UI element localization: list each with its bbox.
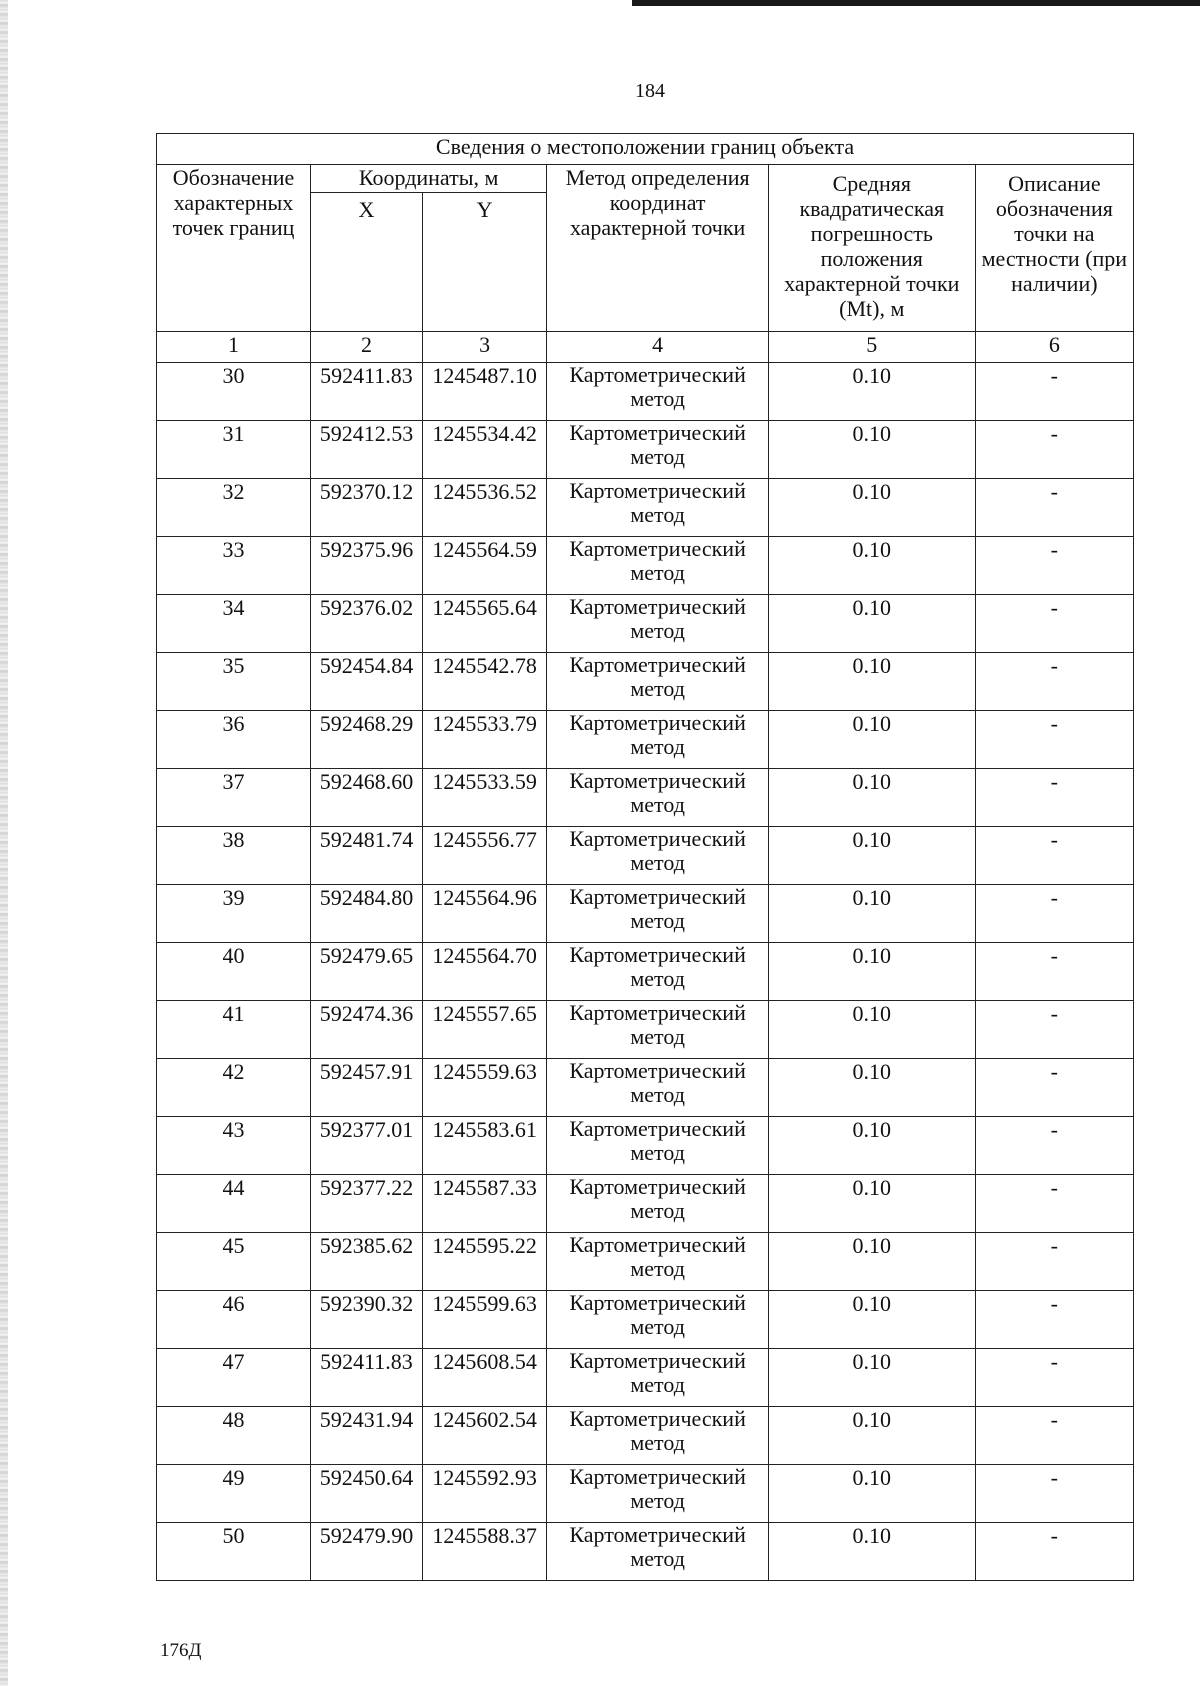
column-number: 5 — [768, 332, 975, 363]
cell-accuracy: 0.10 — [768, 1523, 975, 1581]
cell-point: 46 — [157, 1291, 311, 1349]
cell-y: 1245564.59 — [422, 537, 546, 595]
cell-description: - — [975, 885, 1133, 943]
cell-y: 1245595.22 — [422, 1233, 546, 1291]
cell-accuracy: 0.10 — [768, 537, 975, 595]
cell-method: Картометрический метод — [547, 421, 769, 479]
table-row — [157, 363, 1134, 421]
header-description: Описание обозначения точки на местности (при наличии) — [975, 165, 1133, 332]
cell-accuracy: 0.10 — [768, 1059, 975, 1117]
cell-method: Картометрический метод — [547, 653, 769, 711]
cell-x: 592450.64 — [311, 1465, 423, 1523]
cell-point: 42 — [157, 1059, 311, 1117]
column-number: 2 — [311, 332, 423, 363]
table-row — [157, 885, 1134, 943]
table-row — [157, 653, 1134, 711]
cell-y: 1245599.63 — [422, 1291, 546, 1349]
cell-accuracy: 0.10 — [768, 595, 975, 653]
cell-method: Картометрический метод — [547, 1117, 769, 1175]
cell-y: 1245588.37 — [422, 1523, 546, 1581]
cell-x: 592377.01 — [311, 1117, 423, 1175]
cell-accuracy: 0.10 — [768, 1175, 975, 1233]
cell-description: - — [975, 1233, 1133, 1291]
cell-x: 592481.74 — [311, 827, 423, 885]
column-number-row — [157, 332, 1134, 363]
header-coordinates: Координаты, м — [311, 165, 547, 193]
cell-description: - — [975, 421, 1133, 479]
cell-accuracy: 0.10 — [768, 1349, 975, 1407]
cell-description: - — [975, 1523, 1133, 1581]
cell-y: 1245557.65 — [422, 1001, 546, 1059]
column-number: 3 — [422, 332, 546, 363]
cell-method: Картометрический метод — [547, 1465, 769, 1523]
cell-x: 592457.91 — [311, 1059, 423, 1117]
cell-point: 38 — [157, 827, 311, 885]
cell-description: - — [975, 1175, 1133, 1233]
cell-x: 592412.53 — [311, 421, 423, 479]
cell-x: 592390.32 — [311, 1291, 423, 1349]
cell-y: 1245533.79 — [422, 711, 546, 769]
cell-x: 592484.80 — [311, 885, 423, 943]
cell-x: 592377.22 — [311, 1175, 423, 1233]
cell-y: 1245559.63 — [422, 1059, 546, 1117]
cell-x: 592385.62 — [311, 1233, 423, 1291]
cell-x: 592411.83 — [311, 1349, 423, 1407]
cell-point: 37 — [157, 769, 311, 827]
cell-description: - — [975, 479, 1133, 537]
cell-point: 34 — [157, 595, 311, 653]
cell-point: 31 — [157, 421, 311, 479]
cell-description: - — [975, 711, 1133, 769]
cell-point: 30 — [157, 363, 311, 421]
cell-accuracy: 0.10 — [768, 653, 975, 711]
cell-method: Картометрический метод — [547, 1523, 769, 1581]
cell-method: Картометрический метод — [547, 885, 769, 943]
footer-code: 176Д — [160, 1640, 202, 1661]
cell-accuracy: 0.10 — [768, 1465, 975, 1523]
cell-method: Картометрический метод — [547, 1349, 769, 1407]
cell-x: 592468.60 — [311, 769, 423, 827]
cell-description: - — [975, 827, 1133, 885]
header-y: Y — [422, 192, 546, 331]
boundary-table — [156, 133, 1134, 1581]
cell-accuracy: 0.10 — [768, 1291, 975, 1349]
cell-y: 1245564.70 — [422, 943, 546, 1001]
cell-x: 592376.02 — [311, 595, 423, 653]
table-body — [157, 363, 1134, 1581]
scan-top-bar-decoration — [632, 0, 1200, 6]
table-row — [157, 1407, 1134, 1465]
cell-point: 49 — [157, 1465, 311, 1523]
cell-description: - — [975, 595, 1133, 653]
cell-method: Картометрический метод — [547, 769, 769, 827]
cell-accuracy: 0.10 — [768, 711, 975, 769]
cell-description: - — [975, 1059, 1133, 1117]
table-row — [157, 479, 1134, 537]
cell-accuracy: 0.10 — [768, 1233, 975, 1291]
cell-description: - — [975, 943, 1133, 1001]
cell-description: - — [975, 1349, 1133, 1407]
cell-y: 1245583.61 — [422, 1117, 546, 1175]
cell-description: - — [975, 1465, 1133, 1523]
cell-x: 592468.29 — [311, 711, 423, 769]
cell-point: 44 — [157, 1175, 311, 1233]
table-row — [157, 1001, 1134, 1059]
cell-point: 50 — [157, 1523, 311, 1581]
cell-x: 592454.84 — [311, 653, 423, 711]
table-row — [157, 1059, 1134, 1117]
cell-method: Картометрический метод — [547, 943, 769, 1001]
table-row — [157, 1291, 1134, 1349]
cell-accuracy: 0.10 — [768, 1001, 975, 1059]
table-row — [157, 421, 1134, 479]
column-number: 1 — [157, 332, 311, 363]
column-number: 6 — [975, 332, 1133, 363]
cell-point: 39 — [157, 885, 311, 943]
cell-description: - — [975, 1001, 1133, 1059]
cell-x: 592411.83 — [311, 363, 423, 421]
cell-x: 592479.90 — [311, 1523, 423, 1581]
cell-accuracy: 0.10 — [768, 827, 975, 885]
cell-y: 1245487.10 — [422, 363, 546, 421]
cell-point: 36 — [157, 711, 311, 769]
header-accuracy: Средняя квадратическая погрешность положения характерной точки (Mt), м — [768, 165, 975, 332]
cell-method: Картометрический метод — [547, 711, 769, 769]
cell-accuracy: 0.10 — [768, 1407, 975, 1465]
cell-description: - — [975, 537, 1133, 595]
cell-point: 32 — [157, 479, 311, 537]
cell-point: 35 — [157, 653, 311, 711]
cell-description: - — [975, 769, 1133, 827]
cell-y: 1245564.96 — [422, 885, 546, 943]
cell-method: Картометрический метод — [547, 827, 769, 885]
table-row — [157, 1175, 1134, 1233]
scan-edge-decoration — [0, 0, 8, 1686]
cell-method: Картометрический метод — [547, 1059, 769, 1117]
cell-y: 1245536.52 — [422, 479, 546, 537]
cell-point: 40 — [157, 943, 311, 1001]
cell-method: Картометрический метод — [547, 595, 769, 653]
table-row — [157, 1523, 1134, 1581]
cell-method: Картометрический метод — [547, 479, 769, 537]
table-row — [157, 1465, 1134, 1523]
cell-y: 1245592.93 — [422, 1465, 546, 1523]
cell-description: - — [975, 363, 1133, 421]
cell-y: 1245533.59 — [422, 769, 546, 827]
cell-x: 592370.12 — [311, 479, 423, 537]
header-point: Обозначение характерных точек границ — [157, 165, 311, 332]
cell-method: Картометрический метод — [547, 1001, 769, 1059]
column-number: 4 — [547, 332, 769, 363]
cell-accuracy: 0.10 — [768, 769, 975, 827]
header-method: Метод определения координат характерной точки — [547, 165, 769, 332]
cell-accuracy: 0.10 — [768, 1117, 975, 1175]
cell-method: Картометрический метод — [547, 1175, 769, 1233]
cell-x: 592431.94 — [311, 1407, 423, 1465]
cell-y: 1245556.77 — [422, 827, 546, 885]
cell-y: 1245587.33 — [422, 1175, 546, 1233]
cell-accuracy: 0.10 — [768, 421, 975, 479]
cell-x: 592479.65 — [311, 943, 423, 1001]
table-row — [157, 827, 1134, 885]
cell-accuracy: 0.10 — [768, 363, 975, 421]
cell-method: Картометрический метод — [547, 1291, 769, 1349]
cell-x: 592375.96 — [311, 537, 423, 595]
cell-description: - — [975, 653, 1133, 711]
cell-y: 1245608.54 — [422, 1349, 546, 1407]
cell-description: - — [975, 1407, 1133, 1465]
table-row — [157, 1117, 1134, 1175]
cell-method: Картометрический метод — [547, 537, 769, 595]
cell-y: 1245565.64 — [422, 595, 546, 653]
cell-y: 1245542.78 — [422, 653, 546, 711]
table-row — [157, 595, 1134, 653]
cell-accuracy: 0.10 — [768, 885, 975, 943]
cell-point: 43 — [157, 1117, 311, 1175]
cell-point: 48 — [157, 1407, 311, 1465]
table-row — [157, 1349, 1134, 1407]
cell-method: Картометрический метод — [547, 1407, 769, 1465]
header-x: X — [311, 192, 423, 331]
table-row — [157, 537, 1134, 595]
cell-point: 33 — [157, 537, 311, 595]
cell-y: 1245534.42 — [422, 421, 546, 479]
table-row — [157, 1233, 1134, 1291]
cell-point: 41 — [157, 1001, 311, 1059]
table-row — [157, 943, 1134, 1001]
cell-accuracy: 0.10 — [768, 943, 975, 1001]
cell-x: 592474.36 — [311, 1001, 423, 1059]
cell-point: 45 — [157, 1233, 311, 1291]
cell-point: 47 — [157, 1349, 311, 1407]
cell-method: Картометрический метод — [547, 363, 769, 421]
cell-description: - — [975, 1117, 1133, 1175]
table-row — [157, 769, 1134, 827]
cell-description: - — [975, 1291, 1133, 1349]
cell-accuracy: 0.10 — [768, 479, 975, 537]
cell-y: 1245602.54 — [422, 1407, 546, 1465]
cell-method: Картометрический метод — [547, 1233, 769, 1291]
table-title: Сведения о местоположении границ объекта — [157, 134, 1134, 165]
page-number: 184 — [635, 80, 665, 102]
table-row — [157, 711, 1134, 769]
